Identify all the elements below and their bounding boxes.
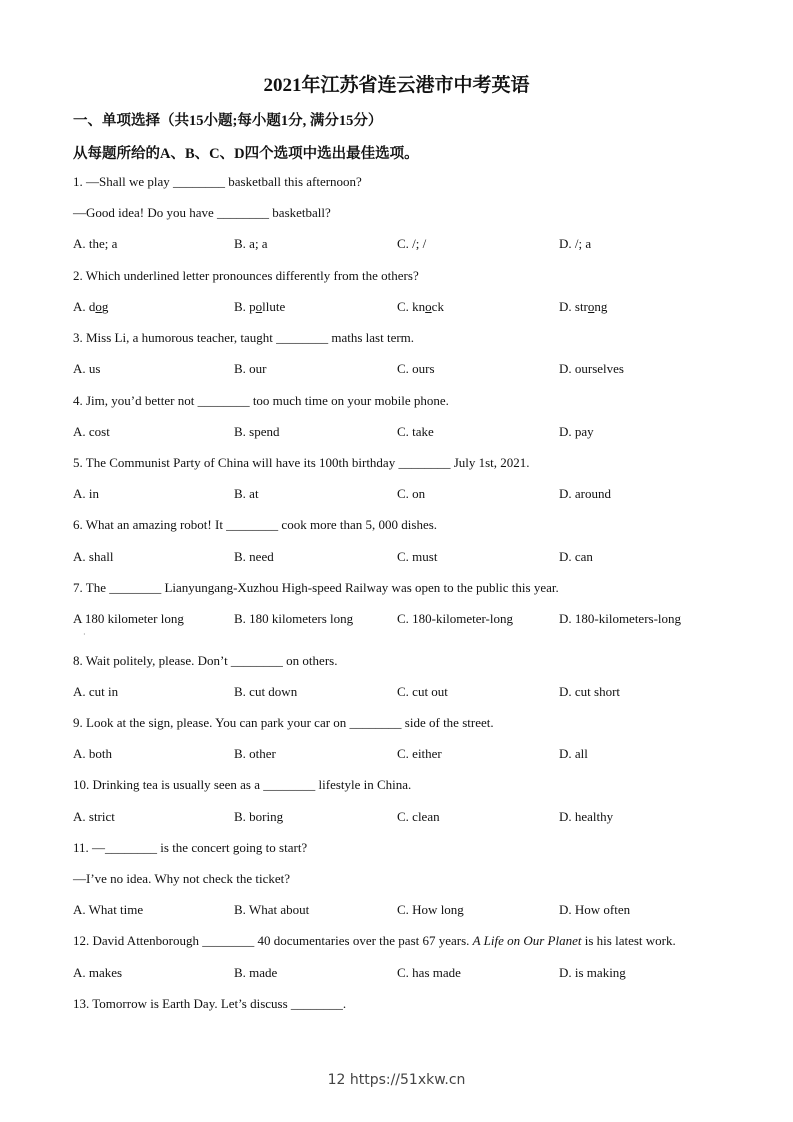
question-9-line-1: 9. Look at the sign, please. You can park your car on ________ side of the street.: [73, 715, 494, 730]
option-a: A. cost: [73, 424, 110, 439]
option-c: C. has made: [397, 965, 461, 980]
option-d: D. /; a: [559, 236, 592, 251]
option-c: C. How long: [397, 902, 464, 917]
option-b: B. need: [234, 549, 274, 564]
question-3-options: [73, 361, 753, 379]
question-5-line-1: 5. The Communist Party of China will have its 100th birthday ________ July 1st, 2021.: [73, 455, 530, 470]
option-a: A. shall: [73, 549, 114, 564]
option-d: D. all: [559, 746, 588, 761]
option-a: A. both: [73, 746, 112, 761]
question-12-options: [73, 965, 753, 983]
option-a: A. What time: [73, 902, 144, 917]
question-1-options: [73, 236, 753, 254]
page-footer: 12 https://51xkw.cn: [327, 1072, 466, 1088]
option-c: C. either: [397, 746, 442, 761]
question-11-line-1: 11. —________ is the concert going to start?: [73, 840, 308, 855]
question-8-options: [73, 684, 753, 702]
option-c: C. take: [397, 424, 434, 439]
option-a: A. makes: [73, 965, 123, 980]
question-10-line-1: 10. Drinking tea is usually seen as a ________ lifestyle in China.: [73, 777, 412, 792]
option-b: B. made: [234, 965, 278, 980]
option-a: A. the; a: [73, 236, 118, 251]
option-c: C. on: [397, 486, 426, 501]
question-7-line-1: 7. The ________ Lianyungang-Xuzhou High-speed Railway was open to the public this year.: [73, 580, 559, 595]
option-d: D. strong: [559, 299, 608, 314]
question-1-line-1: 1. —Shall we play ________ basketball this afternoon?: [73, 174, 362, 189]
option-d: D. healthy: [559, 809, 614, 824]
option-b: B. What about: [234, 902, 310, 917]
option-c: C. /; /: [397, 236, 427, 251]
option-d: D. can: [559, 549, 593, 564]
option-a: A. cut in: [73, 684, 119, 699]
option-b: B. a; a: [234, 236, 268, 251]
question-5-options: [73, 486, 753, 504]
option-b: B. 180 kilometers long: [234, 611, 354, 626]
question-6-line-1: 6. What an amazing robot! It ________ cook more than 5, 000 dishes.: [73, 517, 438, 532]
option-b: B. boring: [234, 809, 284, 824]
option-a: A. us: [73, 361, 101, 376]
question-12-line-1: 12. David Attenborough ________ 40 documentaries over the past 67 years. A Life on Our Planet is his latest work.: [73, 933, 676, 948]
question-11-options: [73, 902, 753, 920]
option-b: B. pollute: [234, 299, 286, 314]
question-8-line-1: 8. Wait politely, please. Don’t ________ on others.: [73, 653, 338, 668]
section-instructions: 从每题所给的A、B、C、D四个选项中选出最佳选项。: [73, 146, 419, 162]
option-b: B. at: [234, 486, 259, 501]
page-title: 2021年江苏省连云港市中考英语: [263, 75, 530, 96]
option-b: B. other: [234, 746, 276, 761]
option-d: D. cut short: [559, 684, 621, 699]
question-11-line-2: —I’ve no idea. Why not check the ticket?: [73, 871, 291, 886]
option-a: A. in: [73, 486, 99, 501]
option-b: B. cut down: [234, 684, 298, 699]
stray-mark: ·: [83, 630, 86, 639]
question-2-options: [73, 299, 753, 317]
question-4-line-1: 4. Jim, you’d better not ________ too much time on your mobile phone.: [73, 393, 449, 408]
question-6-options: [73, 549, 753, 567]
option-a: A 180 kilometer long: [73, 611, 184, 626]
option-c: C. ours: [397, 361, 435, 376]
option-d: D. is making: [559, 965, 626, 980]
option-c: C. must: [397, 549, 438, 564]
option-d: D. 180-kilometers-long: [559, 611, 682, 626]
question-13-line-1: 13. Tomorrow is Earth Day. Let’s discuss ________.: [73, 996, 347, 1011]
question-10-options: [73, 809, 753, 827]
option-d: D. pay: [559, 424, 594, 439]
option-a: A. strict: [73, 809, 115, 824]
option-b: B. spend: [234, 424, 280, 439]
option-c: C. cut out: [397, 684, 448, 699]
question-4-options: [73, 424, 753, 442]
option-c: C. 180-kilometer-long: [397, 611, 513, 626]
section-heading: 一、单项选择（共15小题;每小题1分, 满分15分）: [73, 113, 383, 129]
option-d: D. ourselves: [559, 361, 624, 376]
option-d: D. How often: [559, 902, 631, 917]
question-1-line-2: —Good idea! Do you have ________ basketball?: [73, 205, 331, 220]
option-a: A. dog: [73, 299, 109, 314]
documentary-title: A Life on Our Planet: [472, 933, 582, 948]
question-2-line-1: 2. Which underlined letter pronounces differently from the others?: [73, 268, 419, 283]
question-7-options: [73, 611, 753, 629]
option-c: C. clean: [397, 809, 440, 824]
option-c: C. knock: [397, 299, 444, 314]
question-3-line-1: 3. Miss Li, a humorous teacher, taught ________ maths last term.: [73, 330, 415, 345]
option-b: B. our: [234, 361, 267, 376]
option-d: D. around: [559, 486, 611, 501]
question-9-options: [73, 746, 753, 764]
